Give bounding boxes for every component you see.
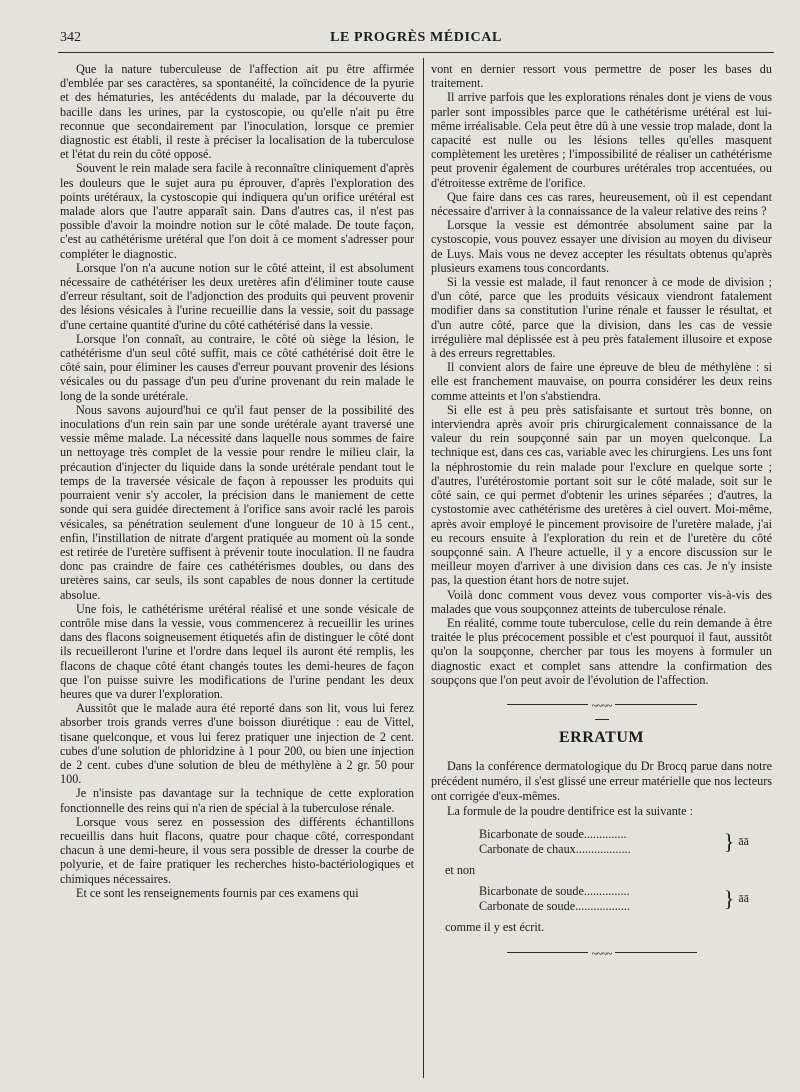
- paragraph: Lorsque vous serez en possession des différents échantillons recueillis dans huit flacons, quatre pour chaque côté, correspondant chacun à une demi-heure, il vous sera possible de dresser la courbe de polyurie, et de faire pratiquer les recherches histo-bactériologiques et chimiques nécessaires.: [60, 814, 414, 886]
- column-rule: [423, 58, 424, 1078]
- ornamental-divider: [507, 699, 697, 712]
- paragraph: En réalité, comme toute tuberculose, celle du rein demande à être traitée le plus précocement possible et c'est pourquoi il faut, aussitôt qu'on la soupçonne, chercher par tous les moyens à formuler un diagnostic exact et complet sans attendre la confirmation des soupçons que l'on peut avoir de l'évolution de l'affection.: [431, 615, 772, 687]
- paragraph: Souvent le rein malade sera facile à reconnaître cliniquement d'après les douleurs que le sujet aura pu éprouver, d'après l'exploration des points urétéraux, la cystoscopie qui indiquera qu'un orifice urétéral est malade alors que l'autre apparaît sain. Dans d'autres cas, il n'est pas possible d'avoir la moindre notion sur le côté malade. De toute façon, c'est au cathétérisme urétéral que l'on doit à ce moment s'adresser pour compléter le diagnostic.: [60, 161, 414, 261]
- wrong-formula: [479, 884, 749, 914]
- brace-icon: }: [723, 828, 735, 854]
- formula-ana: āā: [738, 834, 749, 849]
- formula-ana: āā: [738, 891, 749, 906]
- paragraph: Lorsque l'on connaît, au contraire, le côté où siège la lésion, le cathétérisme d'un seul côté suffit, mais ce côté cathétérisé doit être le côté sain, pour éliminer les causes d'erreur pouvant provenir des lésions vésicales ou du passage d'un peu d'urine provenant du rein malade le long de la sonde urétérale.: [60, 331, 414, 403]
- left-column: [60, 62, 414, 900]
- header-rule: [58, 52, 774, 53]
- paragraph: Si la vessie est malade, il faut renoncer à ce mode de division ; d'un côté, parce que les produits vésicaux viendront fatalement modifier dans sa constitution l'urine rénale et fausser le résultat, et d'un autre côté, parce que la division, dans les cas de vessie irrégulière mal déplissée est à peu près fatalement illusoire et expose à des erreurs regrettables.: [431, 275, 772, 361]
- formula-line: Bicarbonate de soude..............: [479, 826, 627, 841]
- formula-intro: La formule de la poudre dentifrice est la suivante :: [447, 803, 694, 818]
- right-column: [431, 62, 772, 967]
- paragraph: Et ce sont les renseignements fournis par ces examens qui: [76, 885, 359, 900]
- paragraph: Il arrive parfois que les explorations rénales dont je viens de vous parler sont impossibles parce que le cathétérisme urétéral est lui-même irréalisable. Cela peut être dû à une vessie trop malade, dont la capacité est nulle ou les lésions telles qu'elles masquent complètement les uretères ; l'impossibilité de réaliser un cathétérisme peut provenir également de courbures urétérales trop accentuées, ou d'étroitesse extrême de l'orifice.: [431, 90, 772, 190]
- journal-title: LE PROGRÈS MÉDICAL: [330, 30, 502, 45]
- formula-line: Carbonate de soude..................: [479, 898, 630, 913]
- divider-ornament: ~~~~: [588, 948, 616, 960]
- correct-formula: [479, 827, 749, 857]
- page-number: 342: [60, 30, 81, 45]
- paragraph: Je n'insiste pas davantage sur la technique de cette exploration fonctionnelle des reins qui n'a rien de spécial à la tuberculose rénale.: [60, 786, 414, 815]
- paragraph: vont en dernier ressort vous permettre de poser les bases du traitement.: [431, 62, 772, 91]
- erratum-intro: Dans la conférence dermatologique du Dr Brocq parue dans notre précédent numéro, il s'est glissé une erreur matérielle que nos lecteurs ont corrigée d'eux-mêmes.: [431, 758, 772, 803]
- paragraph: Aussitôt que le malade aura été reporté dans son lit, vous lui ferez absorber trois grands verres d'une boisson diurétique : eau de Vittel, tisane quelconque, et vous lui ferez pratiquer une injection de 2 cent. cubes d'une solution de phloridzine à 1 pour 200, ou bien une injection de 2 cent. cubes d'une solution de bleu de méthylène à 2 gr. 50 pour 100.: [60, 701, 414, 787]
- paragraph: Une fois, le cathétérisme urétéral réalisé et une sonde vésicale de contrôle mise dans la vessie, vous commencerez à recueillir les urines dans des flacons soigneusement étiquetés afin de distinguer le côté dont ils recueilleront l'urine et l'ordre dans lequel ils auront été remplis, les flacons de chaque côté étant changés toutes les demi-heures de façon que l'on puisse suivre les modifications de l'urine pendant les deux heures que va durer l'exploration.: [60, 601, 414, 701]
- paragraph: Lorsque la vessie est démontrée absolument saine par la cystoscopie, vous pouvez essayer une division au moyen du diviseur de Luys. Mais vous ne devez accepter les résultats obtenus qu'après plusieurs examens tous concordants.: [431, 218, 772, 275]
- paragraph: Il convient alors de faire une épreuve de bleu de méthylène : si elle est franchement mauvaise, on pourra considérer les deux reins comme atteints et l'on s'abstiendra.: [431, 360, 772, 403]
- page-header: [60, 30, 772, 50]
- divider-ornament: ~~~~: [588, 700, 616, 712]
- erratum-closing: comme il y est écrit.: [445, 919, 545, 934]
- erratum-section: [431, 719, 772, 960]
- paragraph: Voilà donc comment vous devez vous comporter vis-à-vis des malades que vous soupçonnez atteints de tuberculose rénale.: [431, 587, 772, 616]
- paragraph: Nous savons aujourd'hui ce qu'il faut penser de la possibilité des inoculations d'un rein sain par une sonde urétérale ayant traversé une vessie même malade. La nécessité dans laquelle nous sommes de faire un nettoyage très complet de la vessie pour rendre le milieu clair, la précaution d'injecter du liquide dans la sonde urétérale pendant tout le temps de la traversée vésicale de façon à repousser les produits qui pourraient venir s'y accoler, la précision dans le maniement de cette sonde qui sera guidée directement à l'orifice sans avoir raclé les parois vésicales, sa pénétration seulement d'une longueur de 10 à 15 cent., enfin, l'instillation de nitrate d'argent pratiquée au moment où la sonde est retirée de l'uretère suffisent à prévenir toute inoculation. Il ne faudra donc pas craindre de faire ces cathétérismes doubles, ou dans des uretères sains, car seuls, ils sont capables de nous donner la certitude absolue.: [60, 402, 414, 602]
- brace-icon: }: [723, 885, 735, 911]
- formula-line: Bicarbonate de soude...............: [479, 883, 630, 898]
- paragraph: Si elle est à peu près satisfaisante et surtout très bonne, on interviendra après avoir pris chirurgicalement connaissance de la valeur du rein soupçonné sain par un moyen quelconque. La technique est, dans ces cas, variable avec les chirurgiens. Les uns font la néphrostomie du rein malade pour l'exclure en quelque sorte ; d'autres, l'urétérostomie portant soit sur le côté malade, soit sur le côté sain, ce qui permet d'obtenir les urines séparées ; d'autres, la cystostomie avec cathétérisme des uretères à ciel ouvert. Moi-même, après avoir employé le pincement provisoire de l'uretère malade, j'ai eu recours ensuite à l'exploration du rein et de l'uretère du côté soupçonné sain. A l'heure actuelle, il y a encore discussion sur le meilleur moyen d'arriver à une division dans ces cas. Je n'y insiste pas, la question étant hors de notre sujet.: [431, 402, 772, 588]
- paragraph: Que la nature tuberculeuse de l'affection ait pu être affirmée d'emblée par ses caractères, sa spontanéité, la coïncidence de la pyurie et des hématuries, les antécédents du malade, par la découverte du bacille dans les urines, par la cystoscopie, ou qu'elle n'ait pu être reconnue que secondairement par l'inoculation, lorsque ce premier diagnostic est établi, il reste à préciser la localisation de la tuberculose et l'état du rein du côté opposé.: [60, 62, 414, 162]
- paragraph: Lorsque l'on n'a aucune notion sur le côté atteint, il est absolument nécessaire de cathétériser les deux uretères afin d'éliminer toute cause d'erreur résultant, soit de l'adjonction des produits qui peuvent provenir des lésions vésicales à l'urine recueillie dans la vessie, soit du passage d'une certaine quantité d'urine du côté cathétérisé dans la vessie.: [60, 260, 414, 332]
- et-non-text: et non: [445, 862, 476, 877]
- ornamental-divider: [507, 947, 697, 960]
- paragraph: Que faire dans ces cas rares, heureusement, où il est cependant nécessaire d'arriver à la connaissance de la valeur relative des reins ?: [431, 189, 772, 219]
- erratum-title: ERRATUM: [559, 728, 644, 746]
- formula-line: Carbonate de chaux..................: [479, 841, 631, 856]
- short-dash: [595, 719, 609, 720]
